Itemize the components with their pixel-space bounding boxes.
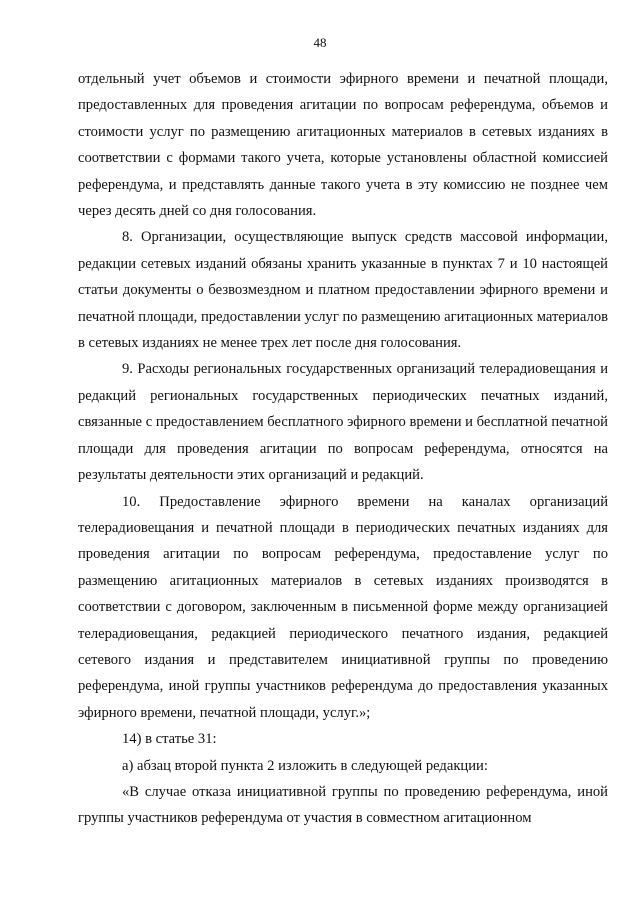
paragraph-item-14: 14) в статье 31: — [122, 731, 217, 748]
page-number: 48 — [313, 35, 327, 50]
paragraph-item-9: 9. Расходы региональных государственных организаций телерадиовещания и редакций региональных государственных периодических печатных изданий, связанные с предоставлением бесплатного эфирного времени и бесплатной печатной площади для проведения агитации по вопросам референдума, относятся на результаты деятельности этих организаций и редакций. — [78, 361, 608, 484]
paragraph-subitem-a: а) абзац второй пункта 2 изложить в следующей редакции: — [122, 757, 488, 774]
paragraph-quote: «В случае отказа инициативной группы по проведению референдума, иной группы участников референдума от участия в совместном агитационном — [78, 783, 608, 827]
paragraph-continuation: отдельный учет объемов и стоимости эфирного времени и печатной площади, предоставленных для проведения агитации по вопросам референдума, объемов и стоимости услуг по размещению агитационных материалов в сетевых изданиях в соответствии с формами такого учета, которые установлены областной комиссией референдума, и представлять данные такого учета в эту комиссию не позднее чем через десять дней со дня голосования. — [78, 71, 608, 220]
paragraph-item-10: 10. Предоставление эфирного времени на каналах организаций телерадиовещания и печатной площади в периодических печатных изданиях для проведения агитации по вопросам референдума, предоставление услуг по размещению агитационных материалов в сетевых изданиях производятся в соответствии с договором, заключенным в письменной форме между организацией телерадиовещания, редакцией периодического печатного издания, редакцией сетевого издания и представителем инициативной группы по проведению референдума, иной группы участников референдума до предоставления указанных эфирного времени, печатной площади, услуг.»; — [78, 493, 608, 721]
paragraph-item-8: 8. Организации, осуществляющие выпуск средств массовой информации, редакции сетевых изданий обязаны хранить указанные в пунктах 7 и 10 настоящей статьи документы о безвозмездном и платном предоставлении эфирного времени и печатной площади, предоставлении услуг по размещению агитационных материалов в сетевых изданиях не менее трех лет после дня голосования. — [78, 229, 609, 352]
document-body — [78, 66, 608, 832]
